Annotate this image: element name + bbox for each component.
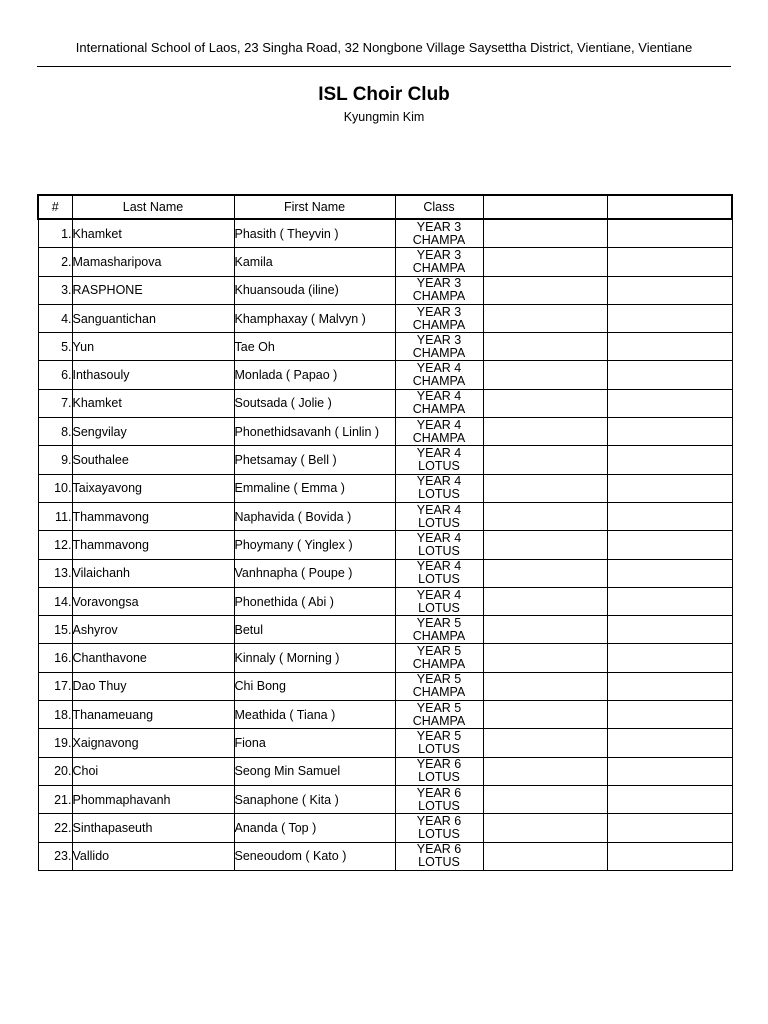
- blank-cell: [483, 559, 607, 587]
- blank-cell: [483, 361, 607, 389]
- table-row: [38, 389, 732, 417]
- first-name-cell: Chi Bong: [234, 672, 395, 700]
- table-row: [38, 587, 732, 615]
- class-year: YEAR 4: [416, 559, 462, 574]
- table-row: [38, 474, 732, 502]
- last-name-cell: Vallido: [72, 842, 234, 870]
- last-name-cell: Ashyrov: [72, 616, 234, 644]
- class-year: YEAR 6: [416, 813, 462, 828]
- last-name-cell: Voravongsa: [72, 587, 234, 615]
- table-row: [38, 304, 732, 332]
- class-house: LOTUS: [418, 741, 460, 756]
- class-year: YEAR 6: [416, 785, 462, 800]
- class-year: YEAR 4: [416, 446, 462, 461]
- class-house: LOTUS: [418, 487, 460, 502]
- last-name-cell: Dao Thuy: [72, 672, 234, 700]
- blank-cell: [483, 219, 607, 248]
- last-name-cell: Sanguantichan: [72, 304, 234, 332]
- class-house: LOTUS: [418, 515, 460, 530]
- row-number: 1.: [38, 219, 72, 248]
- blank-cell: [607, 531, 732, 559]
- table-row: [38, 361, 732, 389]
- class-year: YEAR 5: [416, 728, 462, 743]
- row-number: 10.: [38, 474, 72, 502]
- class-cell: [395, 531, 483, 559]
- row-number: 21.: [38, 785, 72, 813]
- blank-cell: [607, 587, 732, 615]
- last-name-cell: Xaignavong: [72, 729, 234, 757]
- blank-cell: [607, 389, 732, 417]
- roster-body: [38, 219, 732, 870]
- row-number: 20.: [38, 757, 72, 785]
- class-cell: [395, 361, 483, 389]
- row-number: 2.: [38, 248, 72, 276]
- blank-cell: [483, 276, 607, 304]
- class-house: LOTUS: [418, 855, 460, 870]
- class-house: CHAMPA: [412, 430, 466, 445]
- class-house: LOTUS: [418, 459, 460, 474]
- blank-cell: [483, 842, 607, 870]
- class-cell: [395, 672, 483, 700]
- last-name-cell: Southalee: [72, 446, 234, 474]
- column-header-class: Class: [395, 195, 483, 219]
- row-number: 11.: [38, 502, 72, 530]
- class-year: YEAR 4: [416, 530, 462, 545]
- row-number: 22.: [38, 814, 72, 842]
- blank-cell: [607, 701, 732, 729]
- row-number: 3.: [38, 276, 72, 304]
- first-name-cell: Seneoudom ( Kato ): [234, 842, 395, 870]
- first-name-cell: Ananda ( Top ): [234, 814, 395, 842]
- last-name-cell: Chanthavone: [72, 644, 234, 672]
- blank-cell: [483, 418, 607, 446]
- class-cell: [395, 502, 483, 530]
- class-cell: [395, 729, 483, 757]
- class-year: YEAR 3: [416, 276, 462, 291]
- row-number: 8.: [38, 418, 72, 446]
- blank-cell: [483, 502, 607, 530]
- first-name-cell: Emmaline ( Emma ): [234, 474, 395, 502]
- class-cell: [395, 389, 483, 417]
- column-header-number: #: [38, 195, 72, 219]
- row-number: 4.: [38, 304, 72, 332]
- row-number: 16.: [38, 644, 72, 672]
- class-year: YEAR 4: [416, 389, 462, 404]
- blank-cell: [483, 389, 607, 417]
- column-header-blank-1: [483, 195, 607, 219]
- table-row: [38, 446, 732, 474]
- school-address: International School of Laos, 23 Singha Road, 32 Nongbone Village Saysettha District, Vientiane, Vientiane: [75, 40, 693, 55]
- blank-cell: [483, 474, 607, 502]
- first-name-cell: Phoymany ( Yinglex ): [234, 531, 395, 559]
- first-name-cell: Meathida ( Tiana ): [234, 701, 395, 729]
- blank-cell: [483, 304, 607, 332]
- table-row: [38, 502, 732, 530]
- class-house: LOTUS: [418, 826, 460, 841]
- first-name-cell: Khamphaxay ( Malvyn ): [234, 304, 395, 332]
- first-name-cell: Khuansouda (iline): [234, 276, 395, 304]
- blank-cell: [607, 644, 732, 672]
- blank-cell: [607, 361, 732, 389]
- first-name-cell: Tae Oh: [234, 333, 395, 361]
- class-cell: [395, 304, 483, 332]
- row-number: 7.: [38, 389, 72, 417]
- class-house: LOTUS: [418, 543, 460, 558]
- page-subtitle: Kyungmin Kim: [343, 110, 425, 124]
- table-row: [38, 672, 732, 700]
- class-house: CHAMPA: [412, 713, 466, 728]
- table-row: [38, 814, 732, 842]
- class-house: LOTUS: [418, 572, 460, 587]
- class-year: YEAR 4: [416, 361, 462, 376]
- roster-table: [37, 194, 733, 871]
- last-name-cell: Taixayavong: [72, 474, 234, 502]
- blank-cell: [607, 757, 732, 785]
- table-row: [38, 248, 732, 276]
- blank-cell: [483, 531, 607, 559]
- row-number: 5.: [38, 333, 72, 361]
- first-name-cell: Soutsada ( Jolie ): [234, 389, 395, 417]
- row-number: 13.: [38, 559, 72, 587]
- blank-cell: [607, 502, 732, 530]
- table-row: [38, 644, 732, 672]
- class-cell: [395, 616, 483, 644]
- blank-cell: [607, 446, 732, 474]
- last-name-cell: Thanameuang: [72, 701, 234, 729]
- last-name-cell: Thammavong: [72, 531, 234, 559]
- blank-cell: [607, 672, 732, 700]
- class-cell: [395, 276, 483, 304]
- first-name-cell: Naphavida ( Bovida ): [234, 502, 395, 530]
- last-name-cell: Khamket: [72, 219, 234, 248]
- class-year: YEAR 5: [416, 672, 462, 687]
- class-house: CHAMPA: [412, 260, 466, 275]
- last-name-cell: Khamket: [72, 389, 234, 417]
- blank-cell: [607, 418, 732, 446]
- class-cell: [395, 701, 483, 729]
- table-row: [38, 757, 732, 785]
- blank-cell: [483, 248, 607, 276]
- class-year: YEAR 6: [416, 842, 462, 857]
- class-house: CHAMPA: [412, 685, 466, 700]
- class-year: YEAR 4: [416, 474, 462, 489]
- class-cell: [395, 644, 483, 672]
- last-name-cell: Inthasouly: [72, 361, 234, 389]
- first-name-cell: Kinnaly ( Morning ): [234, 644, 395, 672]
- blank-cell: [607, 785, 732, 813]
- row-number: 6.: [38, 361, 72, 389]
- row-number: 14.: [38, 587, 72, 615]
- class-cell: [395, 559, 483, 587]
- first-name-cell: Sanaphone ( Kita ): [234, 785, 395, 813]
- first-name-cell: Fiona: [234, 729, 395, 757]
- first-name-cell: Monlada ( Papao ): [234, 361, 395, 389]
- row-number: 17.: [38, 672, 72, 700]
- blank-cell: [483, 446, 607, 474]
- blank-cell: [483, 333, 607, 361]
- class-cell: [395, 842, 483, 870]
- class-year: YEAR 3: [416, 304, 462, 319]
- table-row: [38, 559, 732, 587]
- row-number: 12.: [38, 531, 72, 559]
- class-year: YEAR 3: [416, 219, 462, 234]
- table-row: [38, 616, 732, 644]
- blank-cell: [483, 814, 607, 842]
- blank-cell: [607, 616, 732, 644]
- blank-cell: [607, 304, 732, 332]
- first-name-cell: Betul: [234, 616, 395, 644]
- header-divider: [37, 66, 731, 67]
- column-header-last-name: Last Name: [72, 195, 234, 219]
- class-cell: [395, 587, 483, 615]
- class-year: YEAR 6: [416, 757, 462, 772]
- last-name-cell: RASPHONE: [72, 276, 234, 304]
- column-header-first-name: First Name: [234, 195, 395, 219]
- last-name-cell: Mamasharipova: [72, 248, 234, 276]
- table-row: [38, 276, 732, 304]
- class-cell: [395, 474, 483, 502]
- blank-cell: [483, 701, 607, 729]
- row-number: 9.: [38, 446, 72, 474]
- blank-cell: [483, 672, 607, 700]
- row-number: 18.: [38, 701, 72, 729]
- blank-cell: [483, 644, 607, 672]
- first-name-cell: Phonethidsavanh ( Linlin ): [234, 418, 395, 446]
- table-row: [38, 531, 732, 559]
- blank-cell: [607, 248, 732, 276]
- first-name-cell: Vanhnapha ( Poupe ): [234, 559, 395, 587]
- last-name-cell: Choi: [72, 757, 234, 785]
- row-number: 15.: [38, 616, 72, 644]
- class-cell: [395, 248, 483, 276]
- blank-cell: [607, 814, 732, 842]
- class-year: YEAR 5: [416, 700, 462, 715]
- table-row: [38, 333, 732, 361]
- last-name-cell: Vilaichanh: [72, 559, 234, 587]
- blank-cell: [483, 757, 607, 785]
- table-row: [38, 418, 732, 446]
- last-name-cell: Sengvilay: [72, 418, 234, 446]
- first-name-cell: Seong Min Samuel: [234, 757, 395, 785]
- class-year: YEAR 4: [416, 587, 462, 602]
- blank-cell: [483, 785, 607, 813]
- table-row: [38, 785, 732, 813]
- first-name-cell: Kamila: [234, 248, 395, 276]
- table-row: [38, 701, 732, 729]
- blank-cell: [607, 729, 732, 757]
- class-house: CHAMPA: [412, 657, 466, 672]
- table-header-row: [38, 195, 732, 219]
- row-number: 19.: [38, 729, 72, 757]
- class-cell: [395, 757, 483, 785]
- class-house: CHAMPA: [412, 402, 466, 417]
- first-name-cell: Phonethida ( Abi ): [234, 587, 395, 615]
- class-cell: [395, 333, 483, 361]
- class-house: LOTUS: [418, 600, 460, 615]
- column-header-blank-2: [607, 195, 732, 219]
- blank-cell: [607, 219, 732, 248]
- first-name-cell: Phasith ( Theyvin ): [234, 219, 395, 248]
- class-house: CHAMPA: [412, 232, 466, 247]
- class-house: CHAMPA: [412, 628, 466, 643]
- class-cell: [395, 446, 483, 474]
- page-title: ISL Choir Club: [318, 84, 450, 105]
- table-row: [38, 219, 732, 248]
- blank-cell: [483, 729, 607, 757]
- class-house: LOTUS: [418, 798, 460, 813]
- class-house: LOTUS: [418, 770, 460, 785]
- class-house: CHAMPA: [412, 317, 466, 332]
- blank-cell: [607, 842, 732, 870]
- last-name-cell: Thammavong: [72, 502, 234, 530]
- last-name-cell: Sinthapaseuth: [72, 814, 234, 842]
- class-year: YEAR 4: [416, 502, 462, 517]
- blank-cell: [607, 474, 732, 502]
- table-row: [38, 729, 732, 757]
- blank-cell: [483, 616, 607, 644]
- first-name-cell: Phetsamay ( Bell ): [234, 446, 395, 474]
- last-name-cell: Phommaphavanh: [72, 785, 234, 813]
- blank-cell: [483, 587, 607, 615]
- class-house: CHAMPA: [412, 345, 466, 360]
- table-row: [38, 842, 732, 870]
- class-year: YEAR 3: [416, 332, 462, 347]
- class-cell: [395, 219, 483, 248]
- class-cell: [395, 418, 483, 446]
- class-house: CHAMPA: [412, 289, 466, 304]
- blank-cell: [607, 559, 732, 587]
- blank-cell: [607, 333, 732, 361]
- class-year: YEAR 3: [416, 247, 462, 262]
- class-house: CHAMPA: [412, 374, 466, 389]
- class-year: YEAR 5: [416, 615, 462, 630]
- class-cell: [395, 814, 483, 842]
- class-year: YEAR 5: [416, 644, 462, 659]
- class-cell: [395, 785, 483, 813]
- blank-cell: [607, 276, 732, 304]
- row-number: 23.: [38, 842, 72, 870]
- last-name-cell: Yun: [72, 333, 234, 361]
- class-year: YEAR 4: [416, 417, 462, 432]
